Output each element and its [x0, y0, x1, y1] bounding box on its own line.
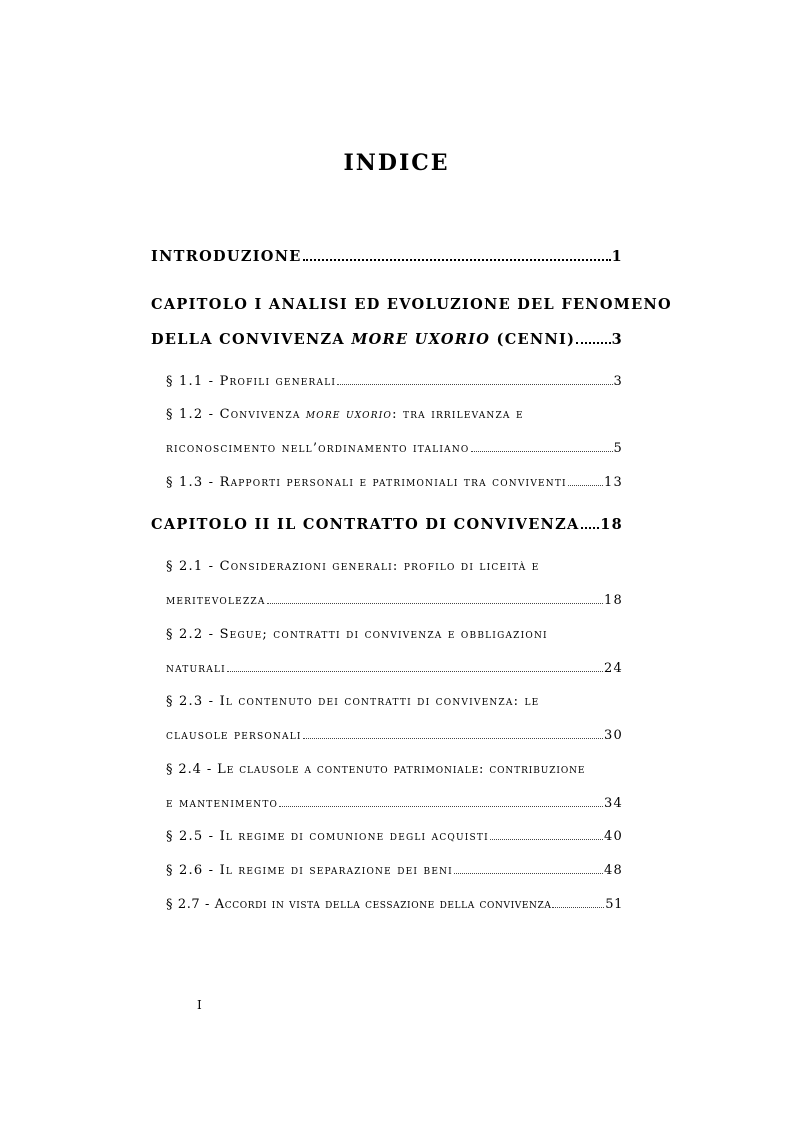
- toc-section-2-4-cont[interactable]: e mantenimento 34: [166, 796, 623, 811]
- dot-leader: [337, 384, 612, 385]
- toc-chapter-1-line2[interactable]: [151, 331, 623, 348]
- dot-leader: [279, 806, 603, 807]
- toc-section-2-6[interactable]: § 2.6 - Il regime di separazione dei beni 48: [166, 863, 623, 878]
- toc-entry-introduzione[interactable]: [151, 248, 623, 265]
- toc-section-2-7[interactable]: § 2.7 - Accordi in vista della cessazione della convivenza 51: [166, 897, 623, 912]
- toc-page-number: 5: [613, 441, 623, 456]
- toc-page-number: 3: [611, 331, 623, 348]
- toc-section-1-3[interactable]: § 1.3 - Rapporti personali e patrimoniali tra conviventi 13: [166, 475, 623, 490]
- toc-page-number: 51: [605, 897, 623, 912]
- toc-chapter-2[interactable]: [151, 516, 623, 533]
- dot-leader: [454, 873, 603, 874]
- dot-leader: [581, 527, 600, 529]
- dot-leader: [303, 259, 611, 261]
- dot-leader: [552, 907, 604, 908]
- toc-section-2-2-cont[interactable]: naturali 24: [166, 661, 623, 676]
- toc-section-2-1-cont[interactable]: meritevolezza 18: [166, 593, 623, 608]
- dot-leader: [303, 738, 603, 739]
- toc-section-2-3[interactable]: § 2.3 - Il contenuto dei contratti di convivenza: le: [166, 694, 540, 709]
- toc-page-number: 18: [600, 516, 623, 533]
- dot-leader: [490, 839, 603, 840]
- toc-page-number: 13: [604, 475, 623, 490]
- toc-entry-label: CAPITOLO II IL CONTRATTO DI CONVIVENZA: [151, 516, 580, 533]
- toc-section-1-2[interactable]: § 1.2 - Convivenza more uxorio: tra irrilevanza e: [166, 407, 524, 422]
- page-number: I: [197, 998, 202, 1012]
- dot-leader: [227, 671, 603, 672]
- dot-leader: [267, 603, 603, 604]
- toc-page-number: 3: [613, 374, 623, 389]
- page-title: INDICE: [343, 150, 450, 176]
- toc-entry-label: INTRODUZIONE: [151, 248, 302, 265]
- dot-leader: [471, 451, 613, 452]
- toc-page-number: 48: [604, 863, 623, 878]
- dot-leader: [576, 342, 610, 344]
- toc-page-number: 18: [604, 593, 623, 608]
- toc-page-number: 40: [604, 829, 623, 844]
- dot-leader: [568, 485, 603, 486]
- toc-section-2-1[interactable]: § 2.1 - Considerazioni generali: profilo di liceità e: [166, 559, 540, 574]
- toc-page-number: 24: [604, 661, 623, 676]
- toc-section-2-3-cont[interactable]: clausole personali 30: [166, 728, 623, 743]
- toc-section-2-2[interactable]: § 2.2 - Segue; contratti di convivenza e obbligazioni: [166, 627, 548, 642]
- toc-section-2-4[interactable]: § 2.4 - Le clausole a contenuto patrimoniale: contribuzione: [166, 762, 586, 777]
- toc-section-2-5[interactable]: § 2.5 - Il regime di comunione degli acquisti 40: [166, 829, 623, 844]
- toc-page-number: 1: [611, 248, 623, 265]
- toc-section-1-2-cont[interactable]: riconoscimento nell’ordinamento italiano 5: [166, 441, 623, 456]
- toc-section-1-1[interactable]: § 1.1 - Profili generali 3: [166, 374, 623, 389]
- toc-entry-label: DELLA CONVIVENZA MORE UXORIO (CENNI): [151, 331, 576, 348]
- toc-chapter-1-line1[interactable]: CAPITOLO I ANALISI ED EVOLUZIONE DEL FENOMENO: [151, 296, 672, 313]
- toc-page-number: 30: [604, 728, 623, 743]
- toc-page-number: 34: [604, 796, 623, 811]
